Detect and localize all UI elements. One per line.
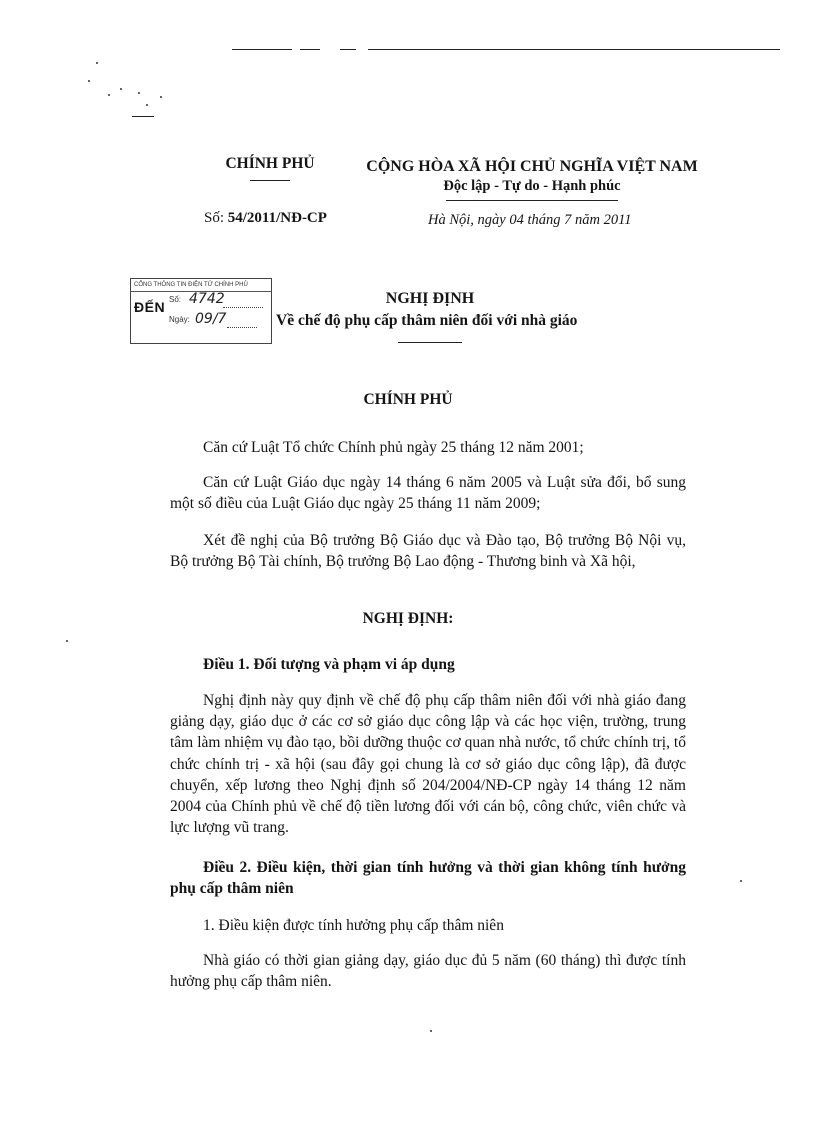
decree-heading: NGHỊ ĐỊNH:	[362, 610, 454, 627]
national-motto: Độc lập - Tự do - Hạnh phúc	[443, 178, 621, 194]
stamp-den-label: ĐẾN	[134, 299, 166, 315]
scan-speck	[120, 88, 122, 90]
stamp-ngay-label: Ngày:	[169, 315, 190, 324]
scan-artifact-line	[300, 49, 320, 50]
article-2-title: Điều 2. Điều kiện, thời gian tính hưởng và thời gian không tính hưởng phụ cấp thâm niên	[170, 859, 686, 898]
stamp-so-dots	[223, 307, 263, 308]
scan-artifact-line	[368, 49, 780, 50]
legal-basis-2: Căn cứ Luật Giáo dục ngày 14 tháng 6 năm 2005 và Luật sửa đổi, bổ sung một số điều của Luật Giáo dục ngày 25 tháng 11 năm 2009;	[170, 474, 686, 513]
article-1-body: Nghị định này quy định về chế độ phụ cấp thâm niên đối với nhà giáo đang giảng dạy, giáo dục ở các cơ sở giáo dục công lập và các học viện, trường, trung tâm làm nhiệm vụ đào tạo, bồi dưỡng thuộc cơ quan nhà nước, tổ chức chính trị, tổ chức chính trị - xã hội (sau đây gọi chung là cơ sở giáo dục công lập), đã được chuyển, xếp lương theo Nghị định số 204/2004/NĐ-CP ngày 14 tháng 12 năm 2004 của Chính phủ về chế độ tiền lương đối với cán bộ, công chức, viên chức và lực lượng vũ trang.	[170, 692, 686, 837]
scan-speck	[66, 640, 68, 642]
article-1-title: Điều 1. Đối tượng và phạm vi áp dụng	[203, 656, 455, 673]
scan-speck	[146, 104, 148, 106]
article-2-item-1: 1. Điều kiện được tính hưởng phụ cấp thâm niên	[203, 917, 504, 934]
scan-speck	[740, 880, 742, 882]
document-subject: Về chế độ phụ cấp thâm niên đối với nhà giáo	[276, 312, 578, 329]
issue-date: Hà Nội, ngày 04 tháng 7 năm 2011	[428, 212, 632, 228]
scan-speck	[108, 94, 110, 96]
scan-speck	[430, 1030, 432, 1032]
document-type-title: NGHỊ ĐỊNH	[385, 290, 475, 307]
issuer-heading: CHÍNH PHỦ	[363, 391, 453, 408]
scan-artifact-line	[340, 49, 356, 50]
agency-underline	[250, 180, 290, 181]
article-2-item-1-body: Nhà giáo có thời gian giảng dạy, giáo dục đủ 5 năm (60 tháng) thì được tính hưởng phụ cấp thâm niên.	[170, 952, 686, 991]
stamp-ngay-value: 09/7	[195, 311, 227, 327]
legal-basis-1: Căn cứ Luật Tổ chức Chính phủ ngày 25 tháng 12 năm 2001;	[203, 439, 584, 456]
stamp-so-value: 4742	[189, 291, 225, 307]
document-number: Số: 54/2011/NĐ-CP	[204, 210, 327, 226]
issuing-agency: CHÍNH PHỦ	[225, 155, 315, 172]
stamp-agency: CỔNG THÔNG TIN ĐIỆN TỬ CHÍNH PHỦ	[131, 279, 271, 292]
legal-basis-3: Xét đề nghị của Bộ trưởng Bộ Giáo dục và Đào tạo, Bộ trưởng Bộ Nội vụ, Bộ trưởng Bộ Tài chính, Bộ trưởng Bộ Lao động - Thương binh và Xã hội,	[170, 532, 686, 571]
received-stamp	[130, 278, 272, 344]
national-title: CỘNG HÒA XÃ HỘI CHỦ NGHĨA VIỆT NAM	[366, 158, 698, 175]
scan-artifact-line	[232, 49, 292, 50]
scan-speck	[160, 96, 162, 98]
scan-speck	[138, 92, 140, 94]
motto-underline	[446, 200, 618, 201]
scan-speck	[96, 62, 98, 64]
scan-speck	[88, 80, 90, 82]
scan-artifact-line	[132, 116, 154, 117]
stamp-so-label: Số:	[169, 295, 182, 304]
stamp-ngay-dots	[227, 327, 257, 328]
subject-underline	[398, 342, 462, 343]
